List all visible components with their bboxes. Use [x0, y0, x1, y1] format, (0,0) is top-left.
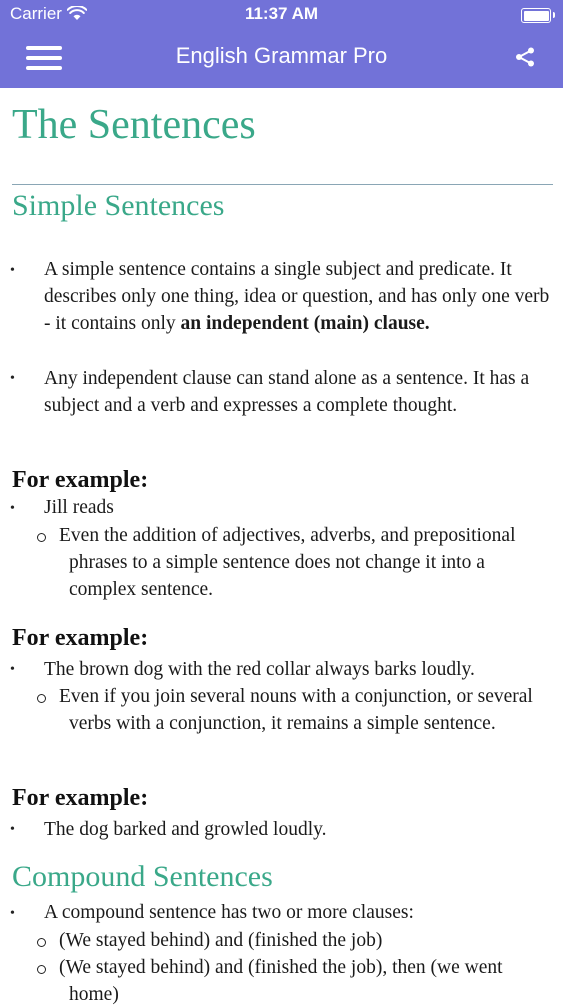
compound-example-1: (We stayed behind) and (finished the job): [59, 930, 383, 951]
example-note-2: Even if you join several nouns with a conjunction, or several verbs with a conjunction, it remains a simple sentence.: [59, 686, 533, 735]
bullet-marker: •: [10, 906, 15, 921]
nav-bar: [0, 28, 563, 88]
independent-clause-emphasis: an independent (main) clause.: [180, 313, 430, 335]
simple-independent-clause: Any independent clause can stand alone as a sentence. It has a subject and a verb and expresses a complete thought.: [44, 368, 530, 417]
share-icon[interactable]: [514, 46, 536, 68]
bullet-marker: •: [10, 662, 15, 677]
bullet-marker: •: [10, 371, 15, 386]
page-title: The Sentences: [12, 102, 256, 148]
sub-bullet-marker: [37, 965, 46, 974]
clock: 11:37 AM: [244, 4, 319, 23]
status-bar: [0, 0, 563, 28]
sub-bullet-marker: [37, 938, 46, 947]
example-heading-3: For example:: [12, 785, 149, 811]
sub-bullet-marker: [37, 533, 46, 542]
example-item-2: The brown dog with the red collar always barks loudly.: [44, 659, 475, 680]
app-header: [0, 0, 563, 88]
carrier-label: Carrier: [10, 4, 62, 23]
example-item-1: Jill reads: [44, 497, 114, 518]
app-title: English Grammar Pro: [175, 43, 388, 68]
section-heading-simple: Simple Sentences: [12, 189, 225, 222]
bullet-marker: •: [10, 822, 15, 837]
title-divider: [12, 184, 553, 185]
section-heading-compound: Compound Sentences: [12, 860, 273, 893]
example-note-1: Even the addition of adjectives, adverbs, and prepositional phrases to a simple sentence does not change it into a complex sentence.: [59, 525, 516, 601]
simple-definition: A simple sentence contains a single subject and predicate. It describes only one thing, idea or question, and has only one verb - it contains only an independent (main) clause.: [44, 259, 550, 335]
compound-example-2: (We stayed behind) and (finished the job), then (we went home): [59, 957, 503, 1006]
compound-definition: A compound sentence has two or more clauses:: [44, 902, 414, 923]
sub-bullet-marker: [37, 694, 46, 703]
example-item-3: The dog barked and growled loudly.: [44, 819, 327, 840]
example-heading-1: For example:: [12, 467, 149, 493]
battery-icon: [521, 8, 551, 23]
bullet-marker: •: [10, 501, 15, 516]
example-heading-2: For example:: [12, 625, 149, 651]
bullet-marker: •: [10, 263, 15, 278]
